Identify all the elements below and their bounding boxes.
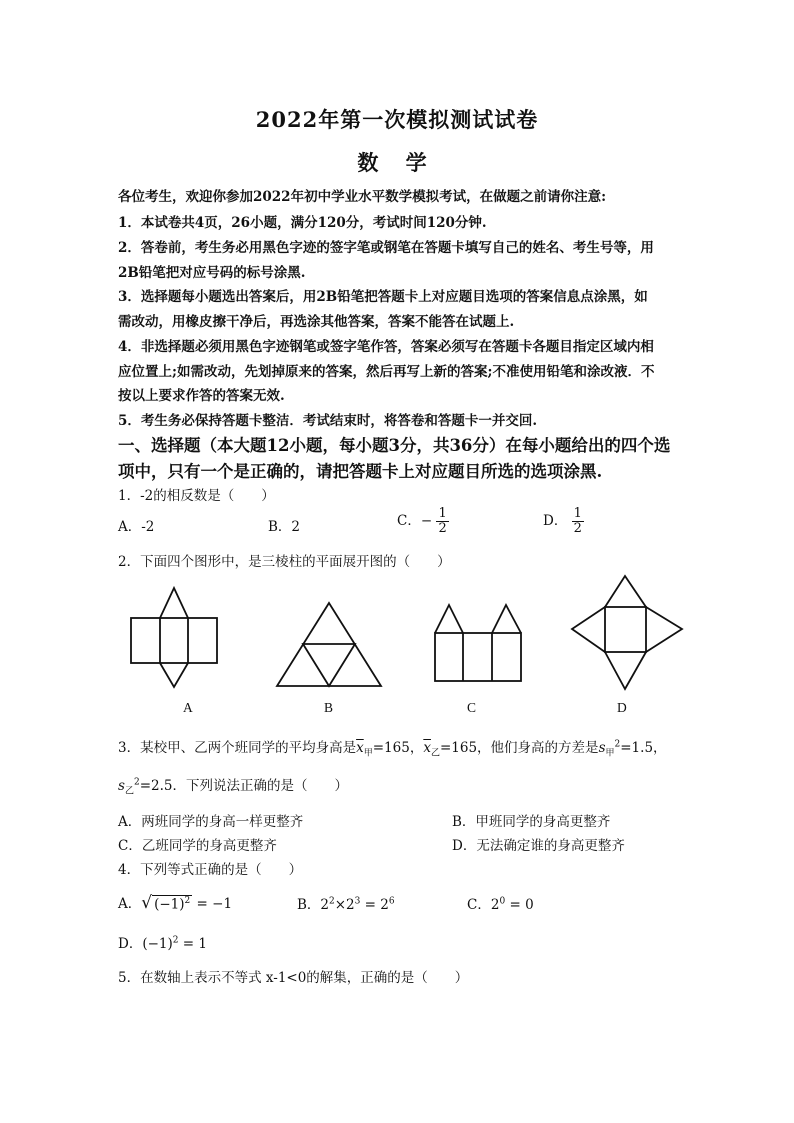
q3-eq1: =165， <box>372 740 424 756</box>
q3-s-jia: s <box>598 740 606 756</box>
q4-option-a-rest: = −1 <box>192 896 233 912</box>
instruction-2a: 2．答卷前，考生务必用黑色字迹的签字笔或钢笔在答题卡填写自己的姓名、考生号等，用 <box>118 240 654 256</box>
q4-option-a-radicand <box>152 895 192 913</box>
q4-option-b-exp1: 2 <box>329 896 335 907</box>
instruction-2b: 2B铅笔把对应号码的标号涂黑. <box>118 265 306 281</box>
q4-option-c-exp: 0 <box>499 896 506 907</box>
q1-option-c-prefix: C．− <box>397 513 433 529</box>
q1-option-c <box>397 507 449 536</box>
q3-xbar-yi-sub: 乙 <box>430 748 440 759</box>
q3-option-b: B．甲班同学的身高更整齐 <box>452 814 611 830</box>
q4-option-c-base: 2 <box>490 897 500 913</box>
q1-option-d-fraction <box>572 507 584 536</box>
q3-eq3: =1.5， <box>620 740 667 756</box>
q3-eq2: =165，他们身高的方差是 <box>439 740 599 756</box>
q3-option-c: C．乙班同学的身高更整齐 <box>118 838 277 854</box>
q2-label-d: D <box>617 700 627 715</box>
q4-option-b-base2: ×2 <box>334 897 355 913</box>
q3-stem-line2 <box>118 774 348 797</box>
q4-option-a-prefix: A． <box>118 896 142 912</box>
instruction-5: 5．考生务必保持答题卡整洁．考试结束时，将答卷和答题卡一并交回. <box>118 413 538 429</box>
q3-s-jia-sup: 2 <box>614 739 621 750</box>
q1-option-d <box>543 507 584 536</box>
q3-option-a: A．两班同学的身高一样更整齐 <box>118 814 304 830</box>
q1-option-a: A．-2 <box>118 519 155 535</box>
q4-option-c-prefix: C． <box>467 897 491 913</box>
q5-stem: 5．在数轴上表示不等式 x-1<0的解集，正确的是（ ） <box>118 970 469 986</box>
q4-option-b-base3: = 2 <box>360 897 389 913</box>
subject-title: 数 学 <box>357 150 437 175</box>
q3-xbar-yi: $\overline{x}$ <box>423 740 431 756</box>
instruction-4b: 应位置上;如需改动，先划掉原来的答案，然后再写上新的答案;不准使用铅笔和涂改液．不 <box>118 364 655 380</box>
q2-label-c: C <box>467 700 477 715</box>
exam-title: 2022年第一次模拟测试试卷 <box>255 107 539 132</box>
q1-option-d-denominator: 2 <box>573 521 582 536</box>
q4-option-b-exp3: 6 <box>388 896 395 907</box>
q3-stem-a: 3．某校甲、乙两个班同学的平均身高是 <box>118 740 357 756</box>
section1-heading-line1: 一、选择题（本大题12小题，每小题3分，共36分）在每小题给出的四个选 <box>118 436 671 455</box>
q4-option-d-base: (−1) <box>142 936 173 952</box>
q4-option-a-inner: (−1) <box>154 896 185 912</box>
q1-option-d-numerator: 1 <box>573 506 582 521</box>
q3-xbar-jia: $\overline{x}$ <box>356 740 364 756</box>
q3-stem-line1 <box>118 736 667 759</box>
q4-option-c <box>467 893 534 913</box>
q4-option-a <box>118 892 232 913</box>
q3-s-yi: s <box>118 778 125 794</box>
q2-figure-d <box>568 573 686 693</box>
q4-option-d <box>118 932 207 952</box>
q4-option-a-sup: 2 <box>184 895 191 906</box>
instruction-4c: 按以上要求作答的答案无效. <box>118 388 285 404</box>
q3-s-yi-sub: 乙 <box>124 786 134 797</box>
q3-eq4: =2.5．下列说法正确的是（ ） <box>139 778 348 794</box>
q1-stem: 1．-2的相反数是（ ） <box>118 488 275 504</box>
q3-s-jia-sub: 甲 <box>605 748 615 759</box>
instruction-3b: 需改动，用橡皮擦干净后，再选涂其他答案，答案不能答在试题上. <box>118 314 515 330</box>
q2-stem: 2．下面四个图形中，是三棱柱的平面展开图的（ ） <box>118 554 451 570</box>
instruction-1: 1．本试卷共4页，26小题，满分120分，考试时间120分钟. <box>118 215 487 231</box>
q1-option-c-fraction <box>436 507 448 536</box>
instruction-3a: 3．选择题每小题选出答案后，用2B铅笔把答题卡上对应题目选项的答案信息点涂黑，如 <box>118 289 648 305</box>
q4-option-c-rest: = 0 <box>505 897 534 913</box>
q2-figure-c <box>430 600 525 685</box>
q1-option-b: B．2 <box>268 519 301 535</box>
q1-option-c-denominator: 2 <box>438 521 447 536</box>
q2-label-b: B <box>324 700 334 715</box>
q3-option-d: D．无法确定谁的身高更整齐 <box>452 838 625 854</box>
q4-option-b <box>297 893 395 913</box>
q2-figure-a <box>125 585 225 690</box>
instructions-intro: 各位考生，欢迎你参加2022年初中学业水平数学模拟考试，在做题之前请你注意: <box>118 189 607 205</box>
q3-s-yi-sup: 2 <box>133 777 140 788</box>
q1-option-c-numerator: 1 <box>438 506 447 521</box>
q3-xbar-jia-sub: 甲 <box>363 748 373 759</box>
section1-heading-line2: 项中，只有一个是正确的，请把答题卡上对应题目所选的选项涂黑. <box>118 462 603 481</box>
q4-option-b-base1: 2 <box>320 897 330 913</box>
q1-option-d-prefix: D． <box>543 513 568 529</box>
q4-option-d-prefix: D． <box>118 936 143 952</box>
sqrt-icon: √ <box>141 893 153 913</box>
q2-label-a: A <box>183 700 193 715</box>
q4-option-b-prefix: B． <box>297 897 321 913</box>
q4-option-d-exp: 2 <box>172 935 179 946</box>
q4-option-b-exp2: 3 <box>354 896 361 907</box>
instruction-4a: 4．非选择题必须用黑色字迹钢笔或签字笔作答，答案必须写在答题卡各题目指定区域内相 <box>118 339 654 355</box>
q4-stem: 4．下列等式正确的是（ ） <box>118 862 303 878</box>
q4-option-d-rest: = 1 <box>178 936 207 952</box>
q2-figure-b <box>274 600 384 690</box>
